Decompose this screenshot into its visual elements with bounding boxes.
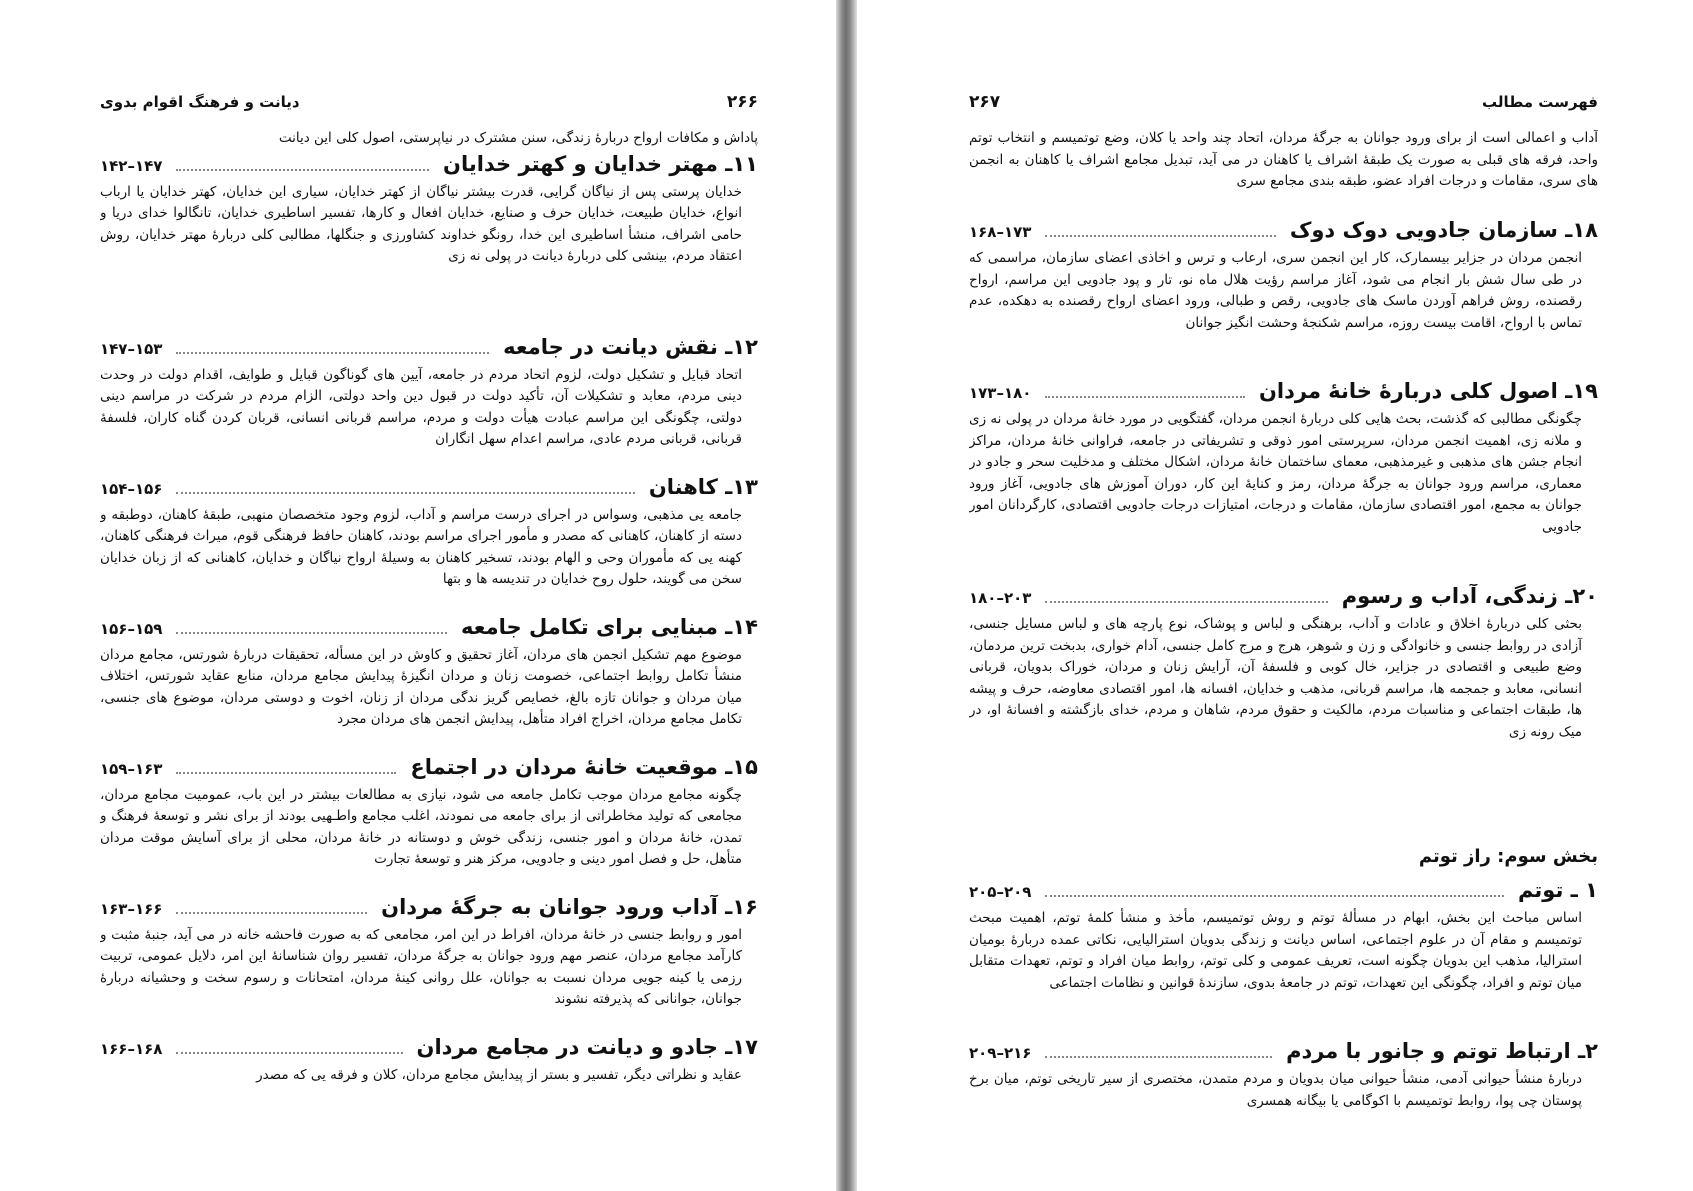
toc-entry-heading [100, 1035, 758, 1065]
toc-entry [969, 584, 1598, 786]
leader-dots [176, 772, 396, 774]
left-lead-text: پاداش و مکافات ارواح دربارهٔ زندگی، سنن مشترک در نیاپرستی، اصول کلی این دیانت [278, 130, 758, 146]
left-folio: ۲۶۶ [726, 92, 758, 112]
left-running-title: دیانت و فرهنگ اقوام بدوی [100, 93, 300, 111]
toc-entry-title: ۱۴ـ مبنایی برای تکامل جامعه [461, 614, 758, 639]
toc-entry-title: ۱۸ـ سازمان جادویی دوک دوک [1289, 218, 1598, 242]
right-folio: ۲۶۷ [969, 92, 1001, 112]
right-page [857, 0, 1693, 1191]
toc-entry-summary: امور و روابط جنسی در خانهٔ مردان، افراط در این امر، مجامعی که به صورت فاحشه خانه در می آید، جنبهٔ مثبت و کارآمد مجامع مردان، عنصر مهم ورود جوانان به جرگهٔ مردان، تفسیر روان شناسانهٔ این امر، دلایل عمومی، تربیت رزمی یا کینه جویی مردان نسبت به جوانان، علل روانی کینهٔ مردان، امتحانات و رسوم سخت و وحشیانه دربارهٔ جوانان، جوانانی که پذیرفته نشوند [100, 926, 742, 1007]
toc-entry-heading [100, 152, 758, 182]
toc-entry [969, 878, 1598, 1036]
toc-entry-summary: اتحاد قبایل و تشکیل دولت، لزوم اتحاد مردم در جامعه، آیین های گوناگون قبایل و طوایف، اقدام دولت در وحدت دینی مردم، معابد و تشکیلات آن، تأکید دولت در قبول دین واحد دولتی، الزام مردم در شرکت در مراسم دینی دولتی، چگونگی این مراسم عبادت هیأت دولت و مردم، مراسم قربانی انسانی، قربان کردن گناه کاران، فلسفهٔ قربانی، قربانی مردم عادی، مراسم اعدام سهل انگاران [100, 366, 742, 447]
leader-dots [1045, 895, 1504, 897]
toc-entry-summary: انجمن مردان در جزایر بیسمارک، کار این انجمن سری، ارعاب و ترس و اخاذی اعضای سازمان، مراسمی که در طی سال شش بار انجام می شود، آغاز مراسم رؤیت هلال ماه نو، تار و پود جادویی این مراسم، ارواح رقصنده، روش فراهم آوردن ماسک های جادویی، رقص و طبالی، ورود اعضای ارواح رقصنده به دهکده، عدم تماس با ارواح، اقامت بیست روزه، مراسم شکنجهٔ وحشت انگیز جوانان [969, 250, 1582, 331]
leader-dots [1045, 235, 1275, 237]
toc-entry-summary: اساس مباحث این بخش، ابهام در مسألهٔ توتم و روش توتمیسم، مأخذ و منشأ کلمهٔ توتم، اهمیت مبحث توتمیسم و مقام آن در علوم اجتماعی، اساس دیانت و زندگی بدویان استرالیایی، نکاتی عمده دربارهٔ بومیان استرالیا، مذهب این بدویان چگونه است، تعریف عمومی و کلی توتم، روابط میان افراد و توتم، تعهدات متقابل میان توتم و افراد، چگونگی این تعهدات، توتم در جامعهٔ بدوی، سازندهٔ قوانین و نظامات اجتماعی [969, 910, 1582, 991]
toc-entry-pages: ۱۵۹–۱۶۳ [100, 759, 163, 778]
leader-dots [1045, 396, 1245, 398]
toc-entry-heading [100, 615, 758, 645]
toc-entry [100, 152, 758, 332]
toc-entry [100, 615, 758, 752]
leader-dots [176, 632, 447, 634]
toc-entry-heading [100, 895, 758, 925]
right-running-title: فهرست مطالب [1482, 93, 1598, 111]
left-running-head [100, 92, 758, 114]
toc-entry-title: ۱۲ـ نقش دیانت در جامعه [503, 334, 758, 359]
leader-dots [176, 169, 429, 171]
toc-entry-summary: چگونه مجامع مردان موجب تکامل جامعه می شود، نیازی به مطالعات بیشتر در این باب، عمومیت مجامع مردان، مجامعی که تولید مخاطراتی از برای جامعه می نمودند، اغلب مجامع واطـهیی بودند از برای نشر و توسعهٔ فرهنگ و تمدن، خانهٔ مردان و امور جنسی، زندگی خوش و دوستانه در خانهٔ مردان، محلی از برای آسایش موقت مردان متأهل، حل و فصل امور دینی و جادویی، مرکز هنر و توسعهٔ تجارت [100, 786, 742, 867]
leader-dots [1045, 1056, 1272, 1058]
toc-entry-heading [100, 335, 758, 365]
toc-entry-summary: بحثی کلی دربارهٔ اخلاق و عادات و آداب، برهنگی و لباس و پوشاک، نوع پارچه های و لباس مسایل جنسی، آزادی در روابط جنسی و خانوادگی و زن و شوهر، هرج و مرج کامل جنسی، آدام خواری، بدبخت ترین مردمان، وضع طبیعی و اقتصادی در جزایر، خال کوبی و فلسفهٔ آن، آرایش زنان و مردان، خوراک بدویان، قربانی انسانی، معابد و جمجمه ها، مراسم قربانی، مذهب و خدایان، افسانه ها، امور اقتصادی معاوضه، حرف و پیشه ها، طبقات اجتماعی و مناسبات مردم، مالکیت و حقوق مردم، شاهان و مردم، خدای بازگشته و افسانهٔ او، در میک رونه زی [969, 616, 1582, 740]
leader-dots [176, 492, 634, 494]
toc-entry-pages: ۱۸۰–۲۰۳ [969, 589, 1032, 607]
toc-entry-title: ۲ـ ارتباط توتم و جانور با مردم [1286, 1039, 1598, 1063]
toc-entry-heading [969, 379, 1598, 409]
toc-entry [100, 755, 758, 892]
right-lead-text: آداب و اعمالی است از برای ورود جوانان به جرگهٔ مردان، اتحاد چند واحد یا کلان، وضع توتمیسم و انتخاب توتم واحد، فرقه های قبلی به صورت یک طبقهٔ اشراف یا کاهنان در می آید، تبدیل مجامع اشراف یا کاهنان به انجمن های سری، مقامات و درجات افراد عضو، طبقه بندی مجامع سری [969, 130, 1598, 189]
toc-entry-title: ۱۳ـ کاهنان [648, 474, 758, 499]
right-page-content [969, 128, 1598, 1133]
toc-entry-heading [969, 584, 1598, 614]
part-title: بخش سوم: راز توتم [1418, 846, 1598, 867]
leader-dots [176, 352, 489, 354]
leader-dots [1045, 601, 1327, 603]
leader-dots [176, 1052, 402, 1054]
toc-entry-pages: ۱۶۸–۱۷۳ [969, 223, 1032, 241]
toc-entry [969, 218, 1598, 376]
left-page-content [100, 128, 758, 1108]
toc-entry-heading [969, 218, 1598, 248]
toc-entry [100, 1035, 758, 1108]
book-gutter [836, 0, 857, 1191]
toc-entry-title: ۱۵ـ موقعیت خانهٔ مردان در اجتماع [410, 754, 758, 779]
right-running-head [969, 92, 1598, 114]
toc-entry-title: ۱ ـ توتم [1517, 878, 1598, 902]
toc-entry-summary: موضوع مهم تشکیل انجمن های مردان، آغاز تحقیق و کاوش در این مسأله، تحقیقات دربارهٔ شورتس، مجامع مردان منشأ تکامل روابط اجتماعی، خصومت زنان و مردان انگیزهٔ پیدایش مجامع مردان، منابع عقاید شورتس، اختلاف میان مردان و جوانان تازه بالغ، خصایص گریز ندگی مردان از زنان، اخوت و دوستی مردان، موضوع های جنسی، تکامل مجامع مردان، اخراج افراد متأهل، پیدایش انجمن های مردان مجرد [100, 646, 742, 727]
toc-entry [100, 475, 758, 612]
toc-entry-pages: ۱۶۶–۱۶۸ [100, 1039, 163, 1058]
toc-entry-heading [969, 1039, 1598, 1069]
toc-entry-heading [969, 878, 1598, 908]
toc-entry-summary: جامعه یی مذهبی، وسواس در اجرای درست مراسم و آداب، لزوم وجود متخصصان منهبی، طبقهٔ کاهنان، دوطبقه و دسته از کاهنان، کاهنانی که مصدر و مأمور اجرای مراسم بودند، کاهنان حافظ فرهنگی قوم، میراث فرهنگی کاهنان، کهنه یی که مأموران وحی و الهام بودند، تسخیر کاهنان به وسیلهٔ ارواح نیاگان و خدایان، کاهنانی که از زبان خدایان سخن می گویند، حلول روح خدایان در تندیسه ها و بتها [100, 506, 742, 587]
toc-entry-title: ۱۶ـ آداب ورود جوانان به جرگهٔ مردان [381, 894, 758, 919]
toc-entry [100, 335, 758, 472]
leader-dots [176, 912, 367, 914]
toc-entry-title: ۱۷ـ جادو و دیانت در مجامع مردان [416, 1034, 758, 1059]
toc-entry-pages: ۱۶۳–۱۶۶ [100, 899, 163, 918]
left-page [0, 0, 836, 1191]
toc-entry [969, 1039, 1598, 1133]
toc-entry-heading [100, 475, 758, 505]
toc-entry-pages: ۲۰۹–۲۱۶ [969, 1044, 1032, 1062]
toc-entry-title: ۱۹ـ اصول کلی دربارهٔ خانهٔ مردان [1258, 379, 1598, 403]
toc-entry-pages: ۱۴۲–۱۴۷ [100, 156, 163, 175]
toc-entry [969, 379, 1598, 581]
toc-entry-pages: ۲۰۵–۲۰۹ [969, 883, 1032, 901]
toc-entry-pages: ۱۴۷–۱۵۳ [100, 339, 163, 358]
toc-entry [100, 895, 758, 1032]
toc-entry-pages: ۱۷۳–۱۸۰ [969, 384, 1032, 402]
toc-entry-pages: ۱۵۴–۱۵۶ [100, 479, 163, 498]
toc-entry-pages: ۱۵۶–۱۵۹ [100, 619, 163, 638]
toc-entry-summary: خدایان پرستی پس از نیاگان گرایی، قدرت بیشتر نیاگان از کهتر خدایان، سیاری این خدایان، کهتر خدایان یا ارباب انواع، خدایان طبیعت، خدایان حرف و صنایع، خدایان افعال و کارها، تفسیر اساطیری خدایان، تانگالوا خدای دریا و حامی اشراف، منشأ اساطیری این خدا، رونگو خداوند کشاورزی و جنگلها، مطالبی کلی دربارهٔ مهتر خدایان، روش اعتقاد مردم، بینشی کلی دربارهٔ دیانت در پولی نه زی [100, 183, 742, 264]
toc-entry-heading [100, 755, 758, 785]
toc-entry-title: ۱۱ـ مهتر خدایان و کهتر خدایان [443, 151, 758, 176]
toc-entry-summary: عقاید و نظراتی دیگر، تفسیر و بستر از پیدایش مجامع مردان، کلان و فرقه یی که مصدر [256, 1066, 742, 1083]
toc-entry-summary: چگونگی مطالبی که گذشت، بحث هایی کلی دربارهٔ انجمن مردان، گفتگویی در مورد خانهٔ مردان در پولی نه زی و ملانه زی، اهمیت انجمن مردان، سرپرستی امور ذوقی و تشریفاتی در جامعه، فراوانی خانهٔ مردان، مراکز انجام جشن های مذهبی و غیرمذهبی، معمای ساختمان خانهٔ مردان، اشکال مختلف و مدخلیت سحر و جادو در معماری، مراسم ورود جوانان به جرگهٔ مردان، رمز و کنایهٔ این کار، دوران آموزش های جادویی، آغاز ورود جوانان به مجمع، امور اقتصادی سازمان، مقامات و درجات، امتیازات درجات جادویی اقتصادی، کارگردانان امور جادویی [969, 411, 1582, 535]
toc-entry-summary: دربارهٔ منشأ حیوانی آدمی، منشأ حیوانی میان بدویان و مردم متمدن، مختصری از سیر تاریخی توتم، میان برخ پوستان چی پوا، روابط توتمیسم با اکوگامی یا بیگانه همسری [969, 1071, 1582, 1109]
toc-entry-title: ۲۰ـ زندگی، آداب و رسوم [1341, 584, 1598, 608]
